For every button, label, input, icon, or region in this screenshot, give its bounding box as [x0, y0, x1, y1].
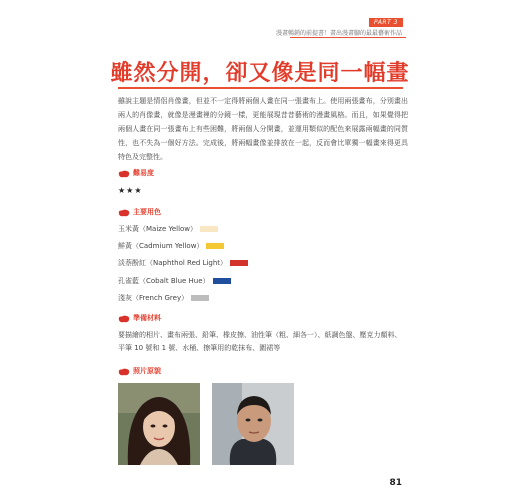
colors-label: 主要用色: [133, 208, 161, 216]
difficulty-heading: [118, 168, 154, 179]
color-item: [118, 223, 218, 235]
color-swatch: [213, 278, 231, 284]
paint-blob-icon: [118, 368, 130, 376]
color-swatch: [206, 243, 224, 249]
materials-heading: [118, 313, 161, 324]
color-name: 淺灰（French Grey）: [118, 294, 189, 302]
photos-label: 照片原貌: [133, 367, 161, 375]
page-number: 81: [389, 478, 402, 488]
color-swatch: [200, 226, 218, 232]
materials-label: 準備材料: [133, 314, 161, 322]
paint-blob-icon: [118, 315, 130, 323]
running-header: 漫畫暢銷的前提書！畫出漫畫腳的最最藝術作品: [275, 30, 402, 37]
paint-blob-icon: [118, 170, 130, 178]
colors-heading: [118, 207, 161, 218]
color-item: [118, 240, 224, 252]
difficulty-label: 難易度: [133, 169, 154, 177]
header-rule: [290, 37, 406, 38]
color-name: 孔雀藍（Cobalt Blue Hue）: [118, 277, 210, 285]
photo-woman: [118, 383, 200, 465]
materials-text: 要描繪的相片、畫布兩張、鉛筆、橡皮擦、油性筆（粗、細各一）、紙調色盤、壓克力顏料、平筆 10 號和 1 號、水桶、擦筆用的乾抹布、圍裙等: [118, 331, 402, 352]
color-name: 玉米黃（Maize Yellow）: [118, 225, 198, 233]
page-title: 雖然分開，卻又像是同一幅畫: [110, 61, 410, 86]
part-tag: PART 3: [369, 18, 403, 27]
color-item: [118, 257, 248, 269]
color-swatch: [230, 260, 248, 266]
color-name: 淡萘酚紅（Naphthol Red Light）: [118, 259, 228, 267]
paint-blob-icon: [118, 209, 130, 217]
color-item: [118, 275, 231, 287]
difficulty-stars: ★★★: [118, 186, 143, 195]
intro-paragraph: 雖說主題是情侶肖像畫，但並不一定得將兩個人畫在同一張畫布上。使用兩張畫布，分別畫出兩人的肖像畫，就像是漫畫裡的分鏡一樣，更能展現昔昔藝術的漫畫風格。而且，如果覺得把兩個人畫在同一張畫布上有些困難，將兩個人分開畫，並運用類似的配色來展露兩幅畫的同質性，也不失為一個好方法。完成後，將兩幅畫像並排放在一起，反而會比單獨一幅畫來得更具特色及完整性。: [118, 97, 408, 161]
title-underline: [118, 87, 403, 89]
color-swatch: [191, 295, 209, 301]
photos-heading: [118, 366, 161, 377]
photo-man: [212, 383, 294, 465]
color-item: [118, 292, 209, 304]
color-name: 鮮黃（Cadmium Yellow）: [118, 242, 204, 250]
